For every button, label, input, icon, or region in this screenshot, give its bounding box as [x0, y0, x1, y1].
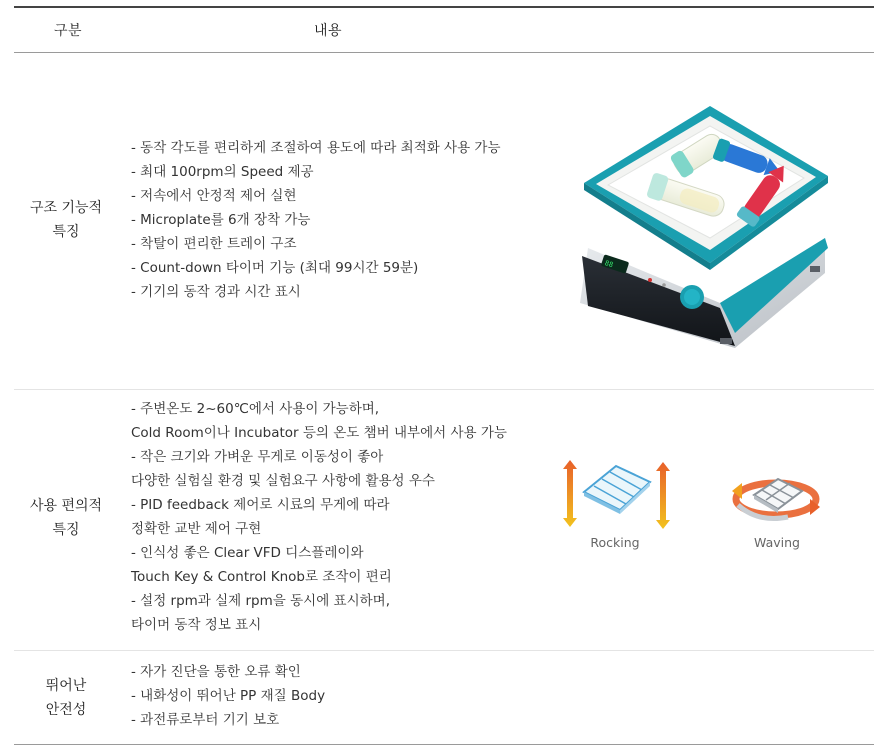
list-item: 다양한 실험실 환경 및 실험요구 사항에 활용성 우수: [131, 473, 435, 489]
list-item: - 기기의 동작 경과 시간 표시: [131, 284, 301, 300]
list-item: - 착탈이 편리한 트레이 구조: [131, 236, 297, 252]
table-top-border: [14, 6, 874, 8]
list-item: - 최대 100rpm의 Speed 제공: [131, 164, 314, 180]
list-item: - PID feedback 제어로 시료의 무게에 따라: [131, 497, 390, 513]
list-item: - 인식성 좋은 Clear VFD 디스플레이와: [131, 545, 364, 561]
list-item: 정확한 교반 제어 구현: [131, 521, 262, 537]
svg-text:88: 88: [603, 259, 615, 270]
table-bottom-border: [14, 744, 874, 745]
waving-motion-icon: [728, 465, 824, 531]
row1-items: [131, 136, 501, 304]
list-item: - 자가 진단을 통한 오류 확인: [131, 664, 301, 680]
list-item: Touch Key & Control Knob로 조작이 편리: [131, 569, 392, 585]
rocking-motion-icon: [560, 460, 672, 532]
row2-category: 사용 편의적 특징: [29, 498, 103, 538]
list-item: - 과전류로부터 기기 보호: [131, 712, 280, 728]
list-item: - 작은 크기와 가벼운 무게로 이동성이 좋아: [131, 449, 384, 465]
row3-category: 뛰어난 안전성: [45, 678, 87, 718]
waving-label: Waving: [754, 535, 800, 550]
list-item: - Count-down 타이머 기능 (최대 99시간 59분): [131, 260, 419, 276]
list-item: - 동작 각도를 편리하게 조절하여 용도에 따라 최적화 사용 가능: [131, 140, 501, 156]
list-item: - 내화성이 뛰어난 PP 재질 Body: [131, 688, 326, 704]
rocking-label: Rocking: [590, 535, 640, 550]
list-item: - Microplate를 6개 장착 가능: [131, 212, 311, 228]
row-divider: [14, 389, 874, 390]
list-item: 타이머 동작 정보 표시: [131, 617, 262, 633]
header-category: 구분: [54, 23, 83, 39]
list-item: Cold Room이나 Incubator 등의 온도 챔버 내부에서 사용 가능: [131, 425, 507, 441]
row-divider: [14, 650, 874, 651]
row1-category: 구조 기능적 특징: [29, 200, 103, 240]
row2-items: [131, 397, 507, 637]
header-divider: [14, 52, 874, 53]
rocking-shaker-image: [560, 98, 830, 348]
header-content: 내용: [314, 23, 343, 39]
list-item: - 설정 rpm과 실제 rpm을 동시에 표시하며,: [131, 593, 390, 609]
list-item: - 저속에서 안정적 제어 실현: [131, 188, 297, 204]
row3-items: [131, 660, 325, 732]
list-item: - 주변온도 2~60℃에서 사용이 가능하며,: [131, 401, 380, 417]
